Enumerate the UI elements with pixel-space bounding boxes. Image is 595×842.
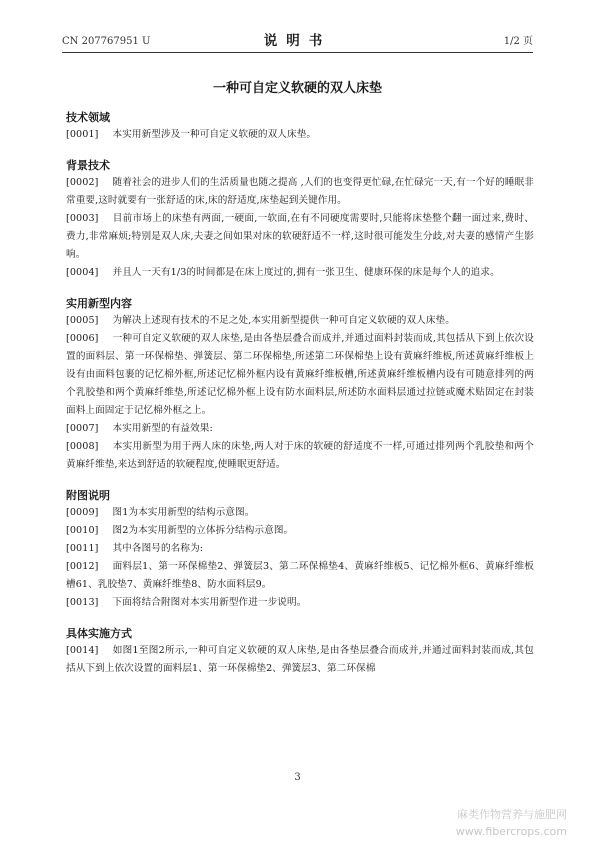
- paragraph-text: 为解决上述现有技术的不足之处,本实用新型提供一种可自定义软硬的双人床垫。: [112, 315, 455, 326]
- section-heading: 实用新型内容: [66, 297, 132, 310]
- paragraph: [66, 420, 534, 438]
- paragraph-text: 如图1至图2所示,一种可自定义软硬的双人床垫,是由各垫层叠合而成并,并通过面料封装而成,其包括从下到上依次设置的面料层1、第一环保棉垫2、弹簧层3、第二环保棉: [66, 645, 534, 674]
- section-heading: 背景技术: [66, 159, 110, 172]
- paragraph-number: [0011]: [66, 543, 99, 554]
- watermark-site-name: 麻类作物营养与施肥网: [457, 808, 567, 821]
- paragraph-text: 下面将结合附图对本实用新型作进一步说明。: [112, 597, 307, 608]
- paragraph: [66, 330, 534, 420]
- paragraph-number: [0004]: [66, 267, 99, 278]
- paragraph-number: [0008]: [66, 441, 99, 452]
- paragraph-text: 图1为本实用新型的结构示意图。: [112, 507, 255, 518]
- paragraph: [66, 312, 534, 330]
- paragraph-text: 随着社会的进步人们的生活质量也随之提高 ,人们的也变得更忙碌,在忙碌完一天,有一个好的睡眠非常重要,这时就要有一张舒适的床,床的舒适度,床垫起到关键作用。: [66, 177, 534, 206]
- paragraph: [66, 504, 534, 522]
- watermark-url: www.fibercrops.com: [455, 825, 567, 838]
- paragraph-number: [0013]: [66, 597, 99, 608]
- paragraph-text: 并且人一天有1/3的时间都是在床上度过的,拥有一张卫生、健康环保的床是每个人的追求。: [112, 267, 500, 278]
- paragraph: [66, 540, 534, 558]
- paragraph-number: [0006]: [66, 333, 99, 344]
- paragraph: [66, 642, 534, 678]
- paragraph-text: 图2为本实用新型的立体拆分结构示意图。: [112, 525, 294, 536]
- paragraph-text: 目前市场上的床垫有两面,一硬面,一软面,在有不同硬度需要时,只能将床垫整个翻一面过来,费时、费力,非常麻烦;特别是双人床,夫妻之间如果对床的软硬舒适不一样,这时很可能发生分歧,对夫妻的感情产生影响。: [66, 213, 534, 260]
- paragraph-number: [0003]: [66, 213, 99, 224]
- paragraph: [66, 126, 534, 144]
- paragraph-number: [0007]: [66, 423, 99, 434]
- main-title: 一种可自定义软硬的双人床垫: [212, 81, 382, 96]
- document-number: CN 207767951 U: [62, 36, 151, 47]
- paragraph-number: [0005]: [66, 315, 99, 326]
- section-drawings-description: [66, 488, 534, 612]
- section-heading: 具体实施方式: [66, 627, 132, 640]
- page-header: [62, 30, 533, 53]
- section-embodiment: [66, 626, 534, 678]
- paragraph: [66, 174, 534, 210]
- paragraph-text: 本实用新型为用于两人床的床垫,两人对于床的软硬的舒适度不一样,可通过排列两个乳胶垫和两个黄麻纤维垫,来达到舒适的软硬程度,使睡眠更舒适。: [66, 441, 534, 470]
- paragraph-text: 一种可自定义软硬的双人床垫,是由各垫层叠合而成并,并通过面料封装而成,其包括从下到上依次设置的面料层、第一环保棉垫、弹簧层、第二环保棉垫,所述第二环保棉垫上设有黄麻纤维板,所述黄麻纤维板上设有由面料包裹的记忆棉外框,所述记忆棉外框内设有黄麻纤维板槽,所述黄麻纤维板槽内设有可随意排列的两个乳胶垫和两个黄麻纤维垫,所述记忆棉外框上设有防水面料层,所述防水面料层通过拉链或魔术贴固定在封装面料上面固定于记忆棉外框之上。: [66, 333, 534, 416]
- section-heading: 附图说明: [66, 489, 110, 502]
- paragraph: [66, 522, 534, 540]
- section-utility-model-content: [66, 296, 534, 474]
- page-number: 3: [294, 772, 301, 783]
- section-background: [66, 158, 534, 282]
- paragraph-text: 其中各图号的名称为:: [112, 543, 204, 554]
- paragraph-number: [0009]: [66, 507, 99, 518]
- paragraph-text: 面料层1、第一环保棉垫2、弹簧层3、第二环保棉垫4、黄麻纤维板5、记忆棉外框6、黄麻纤维板槽61、乳胶垫7、黄麻纤维垫8、防水面料层9。: [66, 561, 534, 590]
- page-indicator: 1/2 页: [503, 36, 533, 47]
- paragraph-number: [0001]: [66, 129, 99, 140]
- section-technical-field: [66, 110, 534, 144]
- paragraph-number: [0012]: [66, 561, 99, 572]
- paragraph-text: 本实用新型涉及一种可自定义软硬的双人床垫。: [112, 129, 317, 140]
- paragraph-number: [0002]: [66, 177, 99, 188]
- section-heading: 技术领域: [66, 111, 110, 124]
- paragraph: [66, 210, 534, 264]
- paragraph: [66, 594, 534, 612]
- paragraph: [66, 264, 534, 282]
- paragraph-text: 本实用新型的有益效果:: [112, 423, 213, 434]
- watermark: [456, 806, 567, 840]
- paragraph-number: [0010]: [66, 525, 99, 536]
- paragraph-number: [0014]: [66, 645, 99, 656]
- paragraph: [66, 438, 534, 474]
- document-body: [66, 110, 534, 678]
- paragraph: [66, 558, 534, 594]
- document-type-title: 说明书: [263, 33, 332, 49]
